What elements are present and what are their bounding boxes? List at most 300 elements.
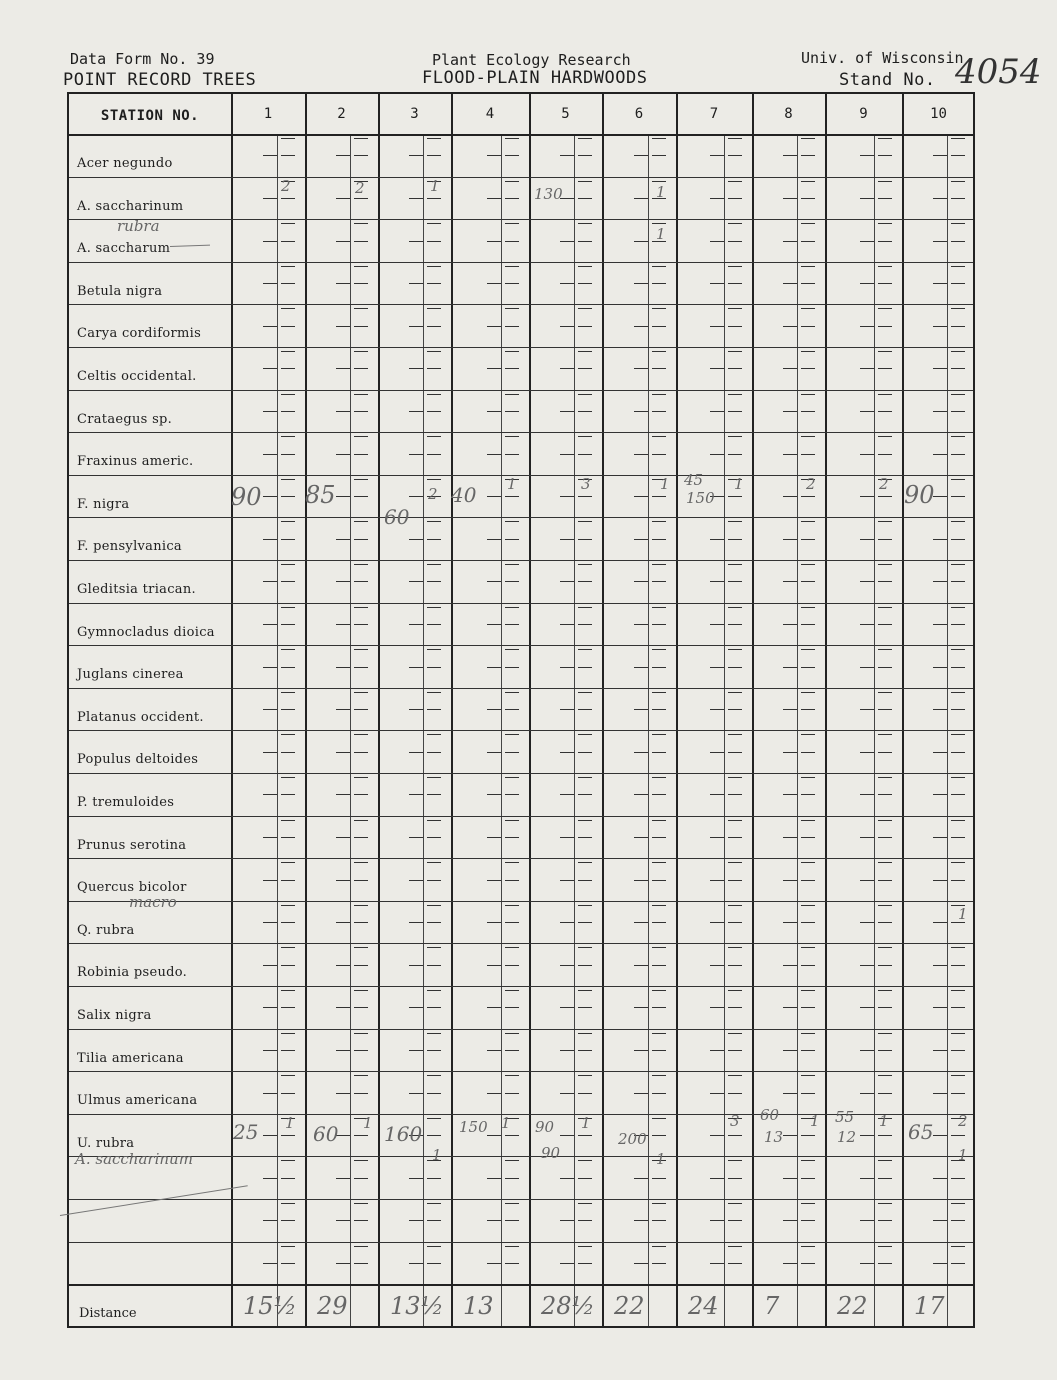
tally-tick bbox=[505, 692, 519, 693]
tally-tick bbox=[878, 283, 892, 284]
tally-tick bbox=[801, 436, 815, 437]
tally-tick bbox=[878, 1160, 892, 1161]
tally-tick bbox=[354, 820, 368, 821]
distance-value: 15½ bbox=[243, 1292, 297, 1321]
tally-tick bbox=[951, 862, 965, 863]
tally-tick bbox=[710, 368, 724, 369]
tally-tick bbox=[560, 794, 574, 795]
tally-tick bbox=[560, 667, 574, 668]
tally-tick bbox=[933, 1178, 947, 1179]
tally-tick bbox=[487, 709, 501, 710]
tally-tick bbox=[505, 521, 519, 522]
tally-tick bbox=[263, 965, 277, 966]
tally-tick bbox=[578, 1075, 592, 1076]
handwritten-entry: 40 bbox=[451, 482, 477, 507]
tally-tick bbox=[951, 1075, 965, 1076]
tally-tick bbox=[427, 1220, 441, 1221]
tally-tick bbox=[878, 1220, 892, 1221]
tally-tick bbox=[263, 496, 277, 497]
tally-tick bbox=[281, 198, 295, 199]
row-rule bbox=[69, 986, 973, 987]
tally-tick bbox=[710, 1220, 724, 1221]
tally-tick bbox=[951, 649, 965, 650]
tally-tick bbox=[427, 266, 441, 267]
tally-tick bbox=[860, 368, 874, 369]
tally-tick bbox=[951, 454, 965, 455]
tally-tick bbox=[427, 436, 441, 437]
tally-tick bbox=[728, 454, 742, 455]
tally-tick bbox=[487, 1220, 501, 1221]
tally-tick bbox=[728, 1093, 742, 1094]
column-divider bbox=[752, 94, 754, 1326]
handwritten-entry: 1 bbox=[507, 474, 517, 493]
tally-tick bbox=[427, 368, 441, 369]
tally-tick bbox=[652, 223, 666, 224]
tally-tick bbox=[281, 880, 295, 881]
tally-tick bbox=[652, 1007, 666, 1008]
tally-tick bbox=[728, 436, 742, 437]
tally-tick bbox=[354, 709, 368, 710]
tally-tick bbox=[728, 241, 742, 242]
tally-tick bbox=[652, 581, 666, 582]
tally-tick bbox=[728, 368, 742, 369]
tally-tick bbox=[634, 326, 648, 327]
tally-tick bbox=[281, 1007, 295, 1008]
tally-tick bbox=[933, 965, 947, 966]
tally-tick bbox=[801, 1093, 815, 1094]
station-number-6: 6 bbox=[634, 106, 644, 122]
tally-tick bbox=[951, 752, 965, 753]
tally-tick bbox=[560, 1178, 574, 1179]
tally-tick bbox=[505, 1033, 519, 1034]
tally-tick bbox=[281, 1220, 295, 1221]
tally-tick bbox=[801, 777, 815, 778]
tally-tick bbox=[487, 454, 501, 455]
tally-tick bbox=[951, 1093, 965, 1094]
distance-value: 7 bbox=[764, 1292, 780, 1321]
university: Univ. of Wisconsin bbox=[801, 49, 964, 67]
tally-tick bbox=[505, 411, 519, 412]
tally-tick bbox=[354, 351, 368, 352]
tally-tick bbox=[951, 692, 965, 693]
tally-tick bbox=[710, 326, 724, 327]
tally-tick bbox=[263, 368, 277, 369]
tally-tick bbox=[783, 837, 797, 838]
tally-tick bbox=[263, 241, 277, 242]
tally-tick bbox=[336, 454, 350, 455]
column-divider bbox=[602, 94, 604, 1326]
tally-tick bbox=[281, 752, 295, 753]
tally-tick bbox=[487, 1263, 501, 1264]
tally-tick bbox=[336, 539, 350, 540]
handwritten-entry: 2 bbox=[428, 484, 438, 503]
tally-tick bbox=[560, 581, 574, 582]
tally-tick bbox=[728, 1246, 742, 1247]
tally-tick bbox=[933, 667, 947, 668]
tally-tick bbox=[728, 777, 742, 778]
tally-tick bbox=[505, 1263, 519, 1264]
tally-tick bbox=[728, 947, 742, 948]
tally-tick bbox=[409, 965, 423, 966]
tally-tick bbox=[710, 454, 724, 455]
tally-tick bbox=[409, 283, 423, 284]
tally-tick bbox=[783, 198, 797, 199]
tally-tick bbox=[634, 1178, 648, 1179]
tally-tick bbox=[652, 820, 666, 821]
tally-tick bbox=[354, 411, 368, 412]
tally-tick bbox=[652, 436, 666, 437]
tally-tick bbox=[560, 1093, 574, 1094]
handwritten-entry: 1 bbox=[958, 904, 968, 923]
tally-tick bbox=[878, 564, 892, 565]
tally-tick bbox=[801, 1246, 815, 1247]
tally-tick bbox=[281, 394, 295, 395]
tally-tick bbox=[728, 734, 742, 735]
distance-value: 13 bbox=[463, 1292, 494, 1321]
tally-tick bbox=[427, 692, 441, 693]
tally-tick bbox=[710, 794, 724, 795]
tally-tick bbox=[801, 368, 815, 369]
handwritten-entry: 2 bbox=[806, 474, 816, 493]
handwritten-entry: macro bbox=[129, 892, 177, 911]
tally-tick bbox=[427, 351, 441, 352]
tally-tick bbox=[710, 624, 724, 625]
station-number-1: 1 bbox=[263, 106, 273, 122]
tally-tick bbox=[783, 965, 797, 966]
tally-tick bbox=[354, 1093, 368, 1094]
tally-tick bbox=[933, 880, 947, 881]
tally-tick bbox=[487, 155, 501, 156]
tally-tick bbox=[801, 905, 815, 906]
tally-tick bbox=[505, 947, 519, 948]
tally-tick bbox=[505, 905, 519, 906]
tally-tick bbox=[487, 794, 501, 795]
tally-tick bbox=[801, 1263, 815, 1264]
species-label: Tilia americana bbox=[77, 1050, 184, 1066]
distance-value: 13½ bbox=[390, 1292, 444, 1321]
tally-tick bbox=[951, 624, 965, 625]
tally-tick bbox=[728, 1033, 742, 1034]
tally-tick bbox=[652, 1033, 666, 1034]
tally-tick bbox=[427, 198, 441, 199]
tally-tick bbox=[578, 607, 592, 608]
tally-tick bbox=[336, 837, 350, 838]
distance-value: 22 bbox=[837, 1292, 868, 1321]
tally-tick bbox=[951, 880, 965, 881]
tally-tick bbox=[652, 862, 666, 863]
tally-tick bbox=[783, 283, 797, 284]
tally-tick bbox=[505, 1007, 519, 1008]
tally-tick bbox=[281, 709, 295, 710]
tally-tick bbox=[281, 905, 295, 906]
tally-tick bbox=[281, 1263, 295, 1264]
tally-tick bbox=[560, 283, 574, 284]
handwritten-entry: 3 bbox=[581, 474, 591, 493]
tally-tick bbox=[951, 436, 965, 437]
tally-tick bbox=[505, 1203, 519, 1204]
tally-tick bbox=[336, 794, 350, 795]
tally-tick bbox=[951, 990, 965, 991]
tally-tick bbox=[578, 539, 592, 540]
tally-tick bbox=[728, 181, 742, 182]
tally-tick bbox=[878, 709, 892, 710]
tally-tick bbox=[783, 624, 797, 625]
tally-tick bbox=[354, 283, 368, 284]
tally-tick bbox=[652, 734, 666, 735]
tally-tick bbox=[728, 308, 742, 309]
tally-tick bbox=[783, 794, 797, 795]
tally-tick bbox=[728, 539, 742, 540]
tally-tick bbox=[560, 709, 574, 710]
tally-tick bbox=[652, 266, 666, 267]
station-no-label: STATION NO. bbox=[100, 108, 200, 124]
tally-tick bbox=[427, 581, 441, 582]
tally-tick bbox=[951, 521, 965, 522]
tally-tick bbox=[354, 862, 368, 863]
tally-tick bbox=[505, 1075, 519, 1076]
tally-tick bbox=[354, 1050, 368, 1051]
tally-tick bbox=[801, 667, 815, 668]
column-divider bbox=[305, 94, 307, 1326]
row-rule bbox=[69, 603, 973, 604]
species-label: F. nigra bbox=[77, 496, 130, 512]
tally-tick bbox=[578, 351, 592, 352]
tally-tick bbox=[860, 241, 874, 242]
handwritten-entry: 55 bbox=[835, 1107, 855, 1126]
tally-tick bbox=[578, 181, 592, 182]
tally-tick bbox=[878, 198, 892, 199]
tally-tick bbox=[951, 351, 965, 352]
tally-tick bbox=[263, 709, 277, 710]
tally-tick bbox=[652, 607, 666, 608]
tally-tick bbox=[634, 1093, 648, 1094]
tally-tick bbox=[801, 564, 815, 565]
column-divider bbox=[378, 94, 380, 1326]
tally-tick bbox=[783, 1007, 797, 1008]
species-label: A. saccharum bbox=[77, 241, 171, 257]
tally-tick bbox=[728, 862, 742, 863]
tally-tick bbox=[652, 1220, 666, 1221]
tally-tick bbox=[578, 436, 592, 437]
tally-tick bbox=[652, 283, 666, 284]
tally-tick bbox=[578, 862, 592, 863]
tally-tick bbox=[354, 496, 368, 497]
tally-tick bbox=[951, 564, 965, 565]
tally-tick bbox=[560, 411, 574, 412]
handwritten-entry: 1 bbox=[581, 1113, 591, 1132]
tally-tick bbox=[263, 198, 277, 199]
tally-tick bbox=[336, 1007, 350, 1008]
tally-tick bbox=[578, 1160, 592, 1161]
distance-value: 17 bbox=[914, 1292, 945, 1321]
tally-tick bbox=[560, 1007, 574, 1008]
tally-tick bbox=[710, 922, 724, 923]
tally-tick bbox=[578, 880, 592, 881]
tally-tick bbox=[281, 1246, 295, 1247]
tally-tick bbox=[336, 752, 350, 753]
handwritten-entry: 60 bbox=[384, 505, 410, 530]
tally-tick bbox=[354, 794, 368, 795]
tally-tick bbox=[487, 1050, 501, 1051]
handwritten-entry: 1 bbox=[660, 474, 670, 493]
tally-tick bbox=[634, 1263, 648, 1264]
tally-tick bbox=[354, 1007, 368, 1008]
tally-tick bbox=[281, 1203, 295, 1204]
tally-tick bbox=[728, 283, 742, 284]
column-divider bbox=[676, 94, 678, 1326]
tally-tick bbox=[710, 1135, 724, 1136]
tally-tick bbox=[878, 1246, 892, 1247]
tally-tick bbox=[951, 326, 965, 327]
tally-tick bbox=[487, 752, 501, 753]
handwritten-entry: 13 bbox=[764, 1127, 784, 1146]
tally-tick bbox=[878, 794, 892, 795]
tally-tick bbox=[951, 198, 965, 199]
column-divider bbox=[529, 94, 531, 1326]
tally-tick bbox=[951, 241, 965, 242]
tally-tick bbox=[878, 454, 892, 455]
distance-value: 29 bbox=[317, 1292, 348, 1321]
handwritten-entry: 1 bbox=[501, 1113, 511, 1132]
tally-tick bbox=[427, 837, 441, 838]
tally-tick bbox=[652, 138, 666, 139]
tally-tick bbox=[578, 368, 592, 369]
tally-tick bbox=[801, 581, 815, 582]
tally-tick bbox=[933, 326, 947, 327]
row-rule bbox=[69, 688, 973, 689]
tally-tick bbox=[801, 709, 815, 710]
tally-tick bbox=[728, 692, 742, 693]
tally-tick bbox=[505, 1160, 519, 1161]
tally-tick bbox=[878, 351, 892, 352]
tally-tick bbox=[728, 649, 742, 650]
tally-tick bbox=[933, 539, 947, 540]
tally-tick bbox=[560, 368, 574, 369]
tally-tick bbox=[578, 1246, 592, 1247]
handwritten-entry: 3 bbox=[730, 1111, 740, 1130]
tally-tick bbox=[951, 308, 965, 309]
tally-tick bbox=[878, 521, 892, 522]
tally-tick bbox=[728, 266, 742, 267]
species-label: Juglans cinerea bbox=[77, 667, 184, 683]
tally-tick bbox=[728, 1135, 742, 1136]
tally-tick bbox=[878, 820, 892, 821]
tally-tick bbox=[560, 1050, 574, 1051]
tally-tick bbox=[487, 922, 501, 923]
handwritten-entry: 1 bbox=[879, 1111, 889, 1130]
tally-tick bbox=[801, 649, 815, 650]
tally-tick bbox=[710, 581, 724, 582]
tally-tick bbox=[634, 1050, 648, 1051]
handwritten-entry: rubra bbox=[117, 217, 160, 236]
tally-tick bbox=[336, 922, 350, 923]
tally-tick bbox=[933, 198, 947, 199]
tally-tick bbox=[801, 198, 815, 199]
tally-tick bbox=[560, 1263, 574, 1264]
tally-tick bbox=[281, 223, 295, 224]
tally-tick bbox=[578, 308, 592, 309]
tally-tick bbox=[652, 990, 666, 991]
tally-tick bbox=[878, 581, 892, 582]
tally-tick bbox=[878, 1263, 892, 1264]
tally-tick bbox=[652, 155, 666, 156]
tally-tick bbox=[728, 521, 742, 522]
tally-tick bbox=[728, 1007, 742, 1008]
row-rule bbox=[69, 517, 973, 518]
tally-tick bbox=[336, 880, 350, 881]
tally-tick bbox=[505, 1220, 519, 1221]
tally-tick bbox=[409, 155, 423, 156]
tally-tick bbox=[634, 496, 648, 497]
tally-tick bbox=[427, 283, 441, 284]
tally-tick bbox=[336, 155, 350, 156]
tally-tick bbox=[801, 1160, 815, 1161]
tally-tick bbox=[409, 1178, 423, 1179]
handwritten-entry: 2 bbox=[879, 474, 889, 493]
tally-tick bbox=[578, 521, 592, 522]
tally-tick bbox=[878, 752, 892, 753]
tally-tick bbox=[263, 880, 277, 881]
tally-tick bbox=[728, 1075, 742, 1076]
tally-tick bbox=[878, 990, 892, 991]
handwritten-entry: 1 bbox=[734, 474, 744, 493]
tally-tick bbox=[801, 283, 815, 284]
handwritten-entry: 150 bbox=[459, 1117, 488, 1136]
tally-tick bbox=[801, 454, 815, 455]
tally-tick bbox=[634, 539, 648, 540]
station-number-2: 2 bbox=[337, 106, 346, 122]
tally-tick bbox=[878, 692, 892, 693]
tally-tick bbox=[281, 479, 295, 480]
tally-tick bbox=[263, 1220, 277, 1221]
tally-tick bbox=[505, 667, 519, 668]
tally-tick bbox=[951, 368, 965, 369]
tally-tick bbox=[427, 624, 441, 625]
tally-tick bbox=[427, 607, 441, 608]
tally-tick bbox=[281, 138, 295, 139]
tally-tick bbox=[933, 752, 947, 753]
station-number-9: 9 bbox=[859, 106, 868, 122]
handwritten-entry: 1 bbox=[656, 225, 666, 244]
tally-tick bbox=[728, 1160, 742, 1161]
tally-tick bbox=[427, 138, 441, 139]
tally-tick bbox=[783, 1220, 797, 1221]
tally-tick bbox=[409, 752, 423, 753]
tally-tick bbox=[409, 709, 423, 710]
tally-tick bbox=[336, 1093, 350, 1094]
tally-tick bbox=[933, 368, 947, 369]
tally-tick bbox=[801, 794, 815, 795]
tally-tick bbox=[783, 1050, 797, 1051]
tally-tick bbox=[728, 326, 742, 327]
tally-tick bbox=[354, 138, 368, 139]
tally-tick bbox=[878, 539, 892, 540]
tally-tick bbox=[634, 880, 648, 881]
tally-tick bbox=[652, 564, 666, 565]
tally-tick bbox=[801, 1050, 815, 1051]
tally-tick bbox=[634, 667, 648, 668]
tally-tick bbox=[281, 454, 295, 455]
tally-tick bbox=[281, 862, 295, 863]
tally-tick bbox=[878, 181, 892, 182]
tally-tick bbox=[860, 283, 874, 284]
station-number-7: 7 bbox=[709, 106, 719, 122]
tally-tick bbox=[263, 454, 277, 455]
tally-tick bbox=[951, 1246, 965, 1247]
row-rule bbox=[69, 262, 973, 263]
handwritten-entry: 1 bbox=[285, 1113, 295, 1132]
tally-tick bbox=[801, 411, 815, 412]
